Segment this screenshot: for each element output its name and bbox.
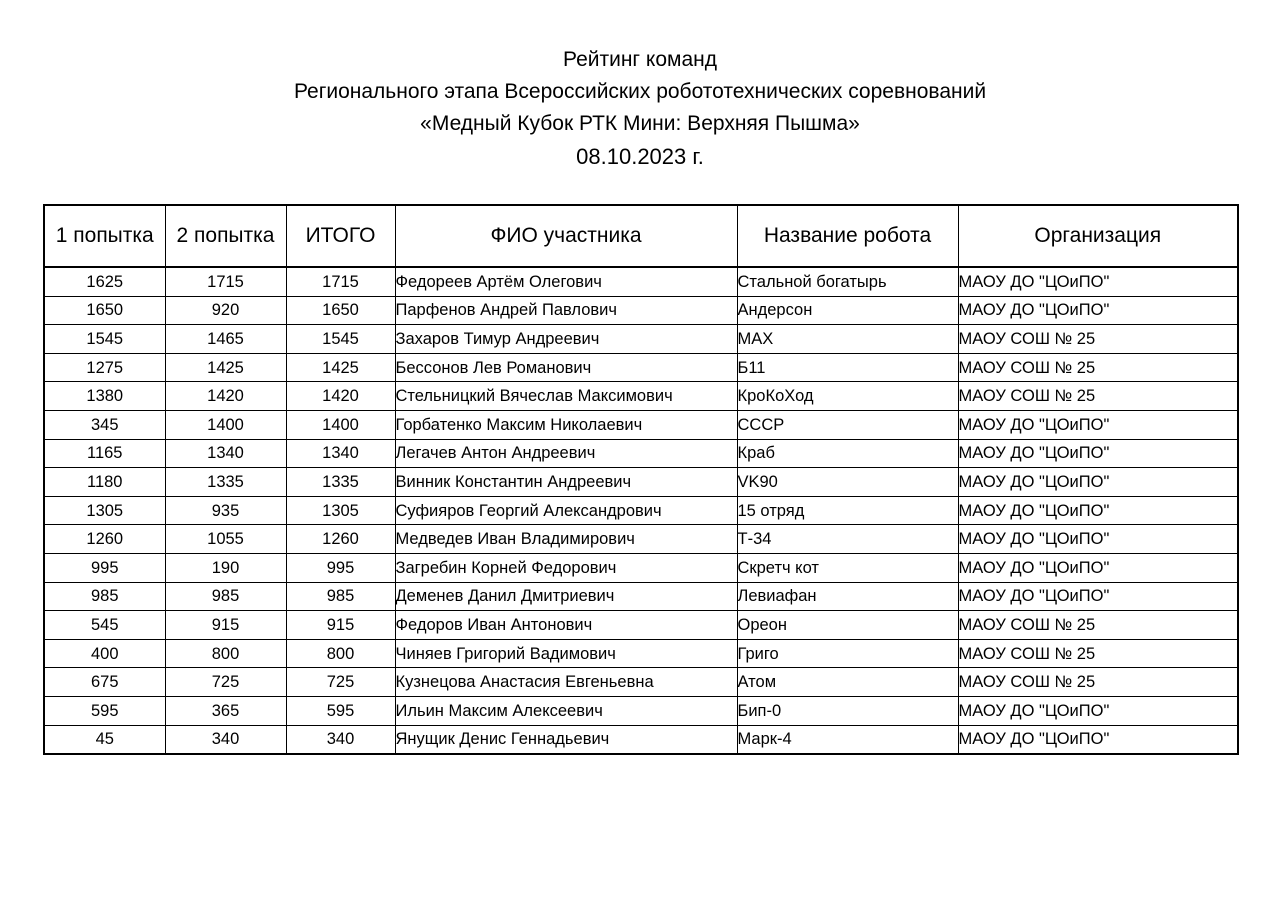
participant-name-cell: Деменев Данил Дмитриевич bbox=[395, 582, 737, 611]
attempt-1-cell: 1180 bbox=[44, 468, 165, 497]
robot-name-cell: Левиафан bbox=[737, 582, 958, 611]
title-date: 08.10.2023 г. bbox=[576, 144, 704, 169]
attempt-2-cell: 1055 bbox=[165, 525, 286, 554]
participant-name-cell: Федоров Иван Антонович bbox=[395, 611, 737, 640]
total-cell: 340 bbox=[286, 725, 395, 754]
organization-cell: МАОУ ДО "ЦОиПО" bbox=[958, 468, 1238, 497]
attempt-1-cell: 995 bbox=[44, 553, 165, 582]
table-row bbox=[44, 553, 1238, 582]
total-cell: 1340 bbox=[286, 439, 395, 468]
organization-cell: МАОУ ДО "ЦОиПО" bbox=[958, 496, 1238, 525]
attempt-1-cell: 675 bbox=[44, 668, 165, 697]
participant-name-cell: Янущик Денис Геннадьевич bbox=[395, 725, 737, 754]
participant-name-cell: Загребин Корней Федорович bbox=[395, 553, 737, 582]
column-header-attempt-2: 2 попытка bbox=[165, 205, 286, 267]
participant-name-cell: Парфенов Андрей Павлович bbox=[395, 296, 737, 325]
total-cell: 725 bbox=[286, 668, 395, 697]
attempt-1-cell: 345 bbox=[44, 410, 165, 439]
robot-name-cell: Атом bbox=[737, 668, 958, 697]
attempt-1-cell: 1380 bbox=[44, 382, 165, 411]
participant-name-cell: Чиняев Григорий Вадимович bbox=[395, 639, 737, 668]
organization-cell: МАОУ ДО "ЦОиПО" bbox=[958, 725, 1238, 754]
column-header-participant: ФИО участника bbox=[395, 205, 737, 267]
total-cell: 1650 bbox=[286, 296, 395, 325]
robot-name-cell: СССР bbox=[737, 410, 958, 439]
total-cell: 1420 bbox=[286, 382, 395, 411]
document-title bbox=[0, 44, 1280, 174]
attempt-1-cell: 595 bbox=[44, 696, 165, 725]
attempt-2-cell: 340 bbox=[165, 725, 286, 754]
table-row bbox=[44, 582, 1238, 611]
total-cell: 1400 bbox=[286, 410, 395, 439]
total-cell: 800 bbox=[286, 639, 395, 668]
robot-name-cell: Григо bbox=[737, 639, 958, 668]
participant-name-cell: Стельницкий Вячеслав Максимович bbox=[395, 382, 737, 411]
total-cell: 1335 bbox=[286, 468, 395, 497]
total-cell: 985 bbox=[286, 582, 395, 611]
table-row bbox=[44, 353, 1238, 382]
participant-name-cell: Бессонов Лев Романович bbox=[395, 353, 737, 382]
total-cell: 1260 bbox=[286, 525, 395, 554]
header-row bbox=[44, 205, 1238, 267]
participant-name-cell: Легачев Антон Андреевич bbox=[395, 439, 737, 468]
robot-name-cell: КроКоХод bbox=[737, 382, 958, 411]
table-row bbox=[44, 639, 1238, 668]
organization-cell: МАОУ СОШ № 25 bbox=[958, 639, 1238, 668]
attempt-1-cell: 545 bbox=[44, 611, 165, 640]
total-cell: 995 bbox=[286, 553, 395, 582]
title-line-2: Регионального этапа Всероссийских робототехнических соревнований bbox=[293, 80, 987, 103]
organization-cell: МАОУ ДО "ЦОиПО" bbox=[958, 582, 1238, 611]
robot-name-cell: Б11 bbox=[737, 353, 958, 382]
table-row bbox=[44, 611, 1238, 640]
robot-name-cell: Ореон bbox=[737, 611, 958, 640]
participant-name-cell: Федореев Артём Олегович bbox=[395, 267, 737, 296]
attempt-2-cell: 1420 bbox=[165, 382, 286, 411]
robot-name-cell: Бип-0 bbox=[737, 696, 958, 725]
attempt-2-cell: 985 bbox=[165, 582, 286, 611]
organization-cell: МАОУ СОШ № 25 bbox=[958, 382, 1238, 411]
total-cell: 1305 bbox=[286, 496, 395, 525]
organization-cell: МАОУ ДО "ЦОиПО" bbox=[958, 439, 1238, 468]
participant-name-cell: Винник Константин Андреевич bbox=[395, 468, 737, 497]
robot-name-cell: MAX bbox=[737, 325, 958, 354]
table-row bbox=[44, 296, 1238, 325]
organization-cell: МАОУ ДО "ЦОиПО" bbox=[958, 553, 1238, 582]
table-row bbox=[44, 325, 1238, 354]
table-row bbox=[44, 525, 1238, 554]
attempt-2-cell: 190 bbox=[165, 553, 286, 582]
table-row bbox=[44, 410, 1238, 439]
attempt-2-cell: 1335 bbox=[165, 468, 286, 497]
table-row bbox=[44, 696, 1238, 725]
column-header-attempt-1: 1 попытка bbox=[44, 205, 165, 267]
attempt-1-cell: 45 bbox=[44, 725, 165, 754]
attempt-1-cell: 400 bbox=[44, 639, 165, 668]
organization-cell: МАОУ СОШ № 25 bbox=[958, 325, 1238, 354]
attempt-1-cell: 985 bbox=[44, 582, 165, 611]
robot-name-cell: Т-34 bbox=[737, 525, 958, 554]
attempt-2-cell: 1425 bbox=[165, 353, 286, 382]
title-line-3: «Медный Кубок РТК Мини: Верхняя Пышма» bbox=[420, 112, 860, 135]
participant-name-cell: Медведев Иван Владимирович bbox=[395, 525, 737, 554]
attempt-2-cell: 1400 bbox=[165, 410, 286, 439]
robot-name-cell: Стальной богатырь bbox=[737, 267, 958, 296]
robot-name-cell: Андерсон bbox=[737, 296, 958, 325]
table-row bbox=[44, 382, 1238, 411]
total-cell: 595 bbox=[286, 696, 395, 725]
attempt-2-cell: 800 bbox=[165, 639, 286, 668]
attempt-1-cell: 1275 bbox=[44, 353, 165, 382]
table-row bbox=[44, 668, 1238, 697]
table-row bbox=[44, 496, 1238, 525]
organization-cell: МАОУ ДО "ЦОиПО" bbox=[958, 696, 1238, 725]
total-cell: 1715 bbox=[286, 267, 395, 296]
table-row bbox=[44, 468, 1238, 497]
table-row bbox=[44, 267, 1238, 296]
total-cell: 1425 bbox=[286, 353, 395, 382]
organization-cell: МАОУ ДО "ЦОиПО" bbox=[958, 410, 1238, 439]
robot-name-cell: 15 отряд bbox=[737, 496, 958, 525]
participant-name-cell: Горбатенко Максим Николаевич bbox=[395, 410, 737, 439]
total-cell: 1545 bbox=[286, 325, 395, 354]
organization-cell: МАОУ СОШ № 25 bbox=[958, 353, 1238, 382]
attempt-1-cell: 1260 bbox=[44, 525, 165, 554]
participant-name-cell: Захаров Тимур Андреевич bbox=[395, 325, 737, 354]
attempt-1-cell: 1165 bbox=[44, 439, 165, 468]
attempt-2-cell: 915 bbox=[165, 611, 286, 640]
participant-name-cell: Ильин Максим Алексеевич bbox=[395, 696, 737, 725]
robot-name-cell: Марк-4 bbox=[737, 725, 958, 754]
rating-table-header bbox=[44, 205, 1238, 267]
attempt-2-cell: 920 bbox=[165, 296, 286, 325]
organization-cell: МАОУ ДО "ЦОиПО" bbox=[958, 267, 1238, 296]
table-row bbox=[44, 725, 1238, 754]
attempt-1-cell: 1625 bbox=[44, 267, 165, 296]
rating-table bbox=[43, 204, 1239, 755]
attempt-2-cell: 725 bbox=[165, 668, 286, 697]
attempt-2-cell: 1340 bbox=[165, 439, 286, 468]
participant-name-cell: Кузнецова Анастасия Евгеньевна bbox=[395, 668, 737, 697]
column-header-robot: Название робота bbox=[737, 205, 958, 267]
attempt-1-cell: 1305 bbox=[44, 496, 165, 525]
attempt-2-cell: 1715 bbox=[165, 267, 286, 296]
column-header-organization: Организация bbox=[958, 205, 1238, 267]
organization-cell: МАОУ СОШ № 25 bbox=[958, 668, 1238, 697]
attempt-2-cell: 365 bbox=[165, 696, 286, 725]
attempt-2-cell: 935 bbox=[165, 496, 286, 525]
attempt-1-cell: 1545 bbox=[44, 325, 165, 354]
organization-cell: МАОУ ДО "ЦОиПО" bbox=[958, 525, 1238, 554]
table-row bbox=[44, 439, 1238, 468]
robot-name-cell: Скретч кот bbox=[737, 553, 958, 582]
organization-cell: МАОУ СОШ № 25 bbox=[958, 611, 1238, 640]
title-line-1: Рейтинг команд bbox=[562, 48, 717, 71]
organization-cell: МАОУ ДО "ЦОиПО" bbox=[958, 296, 1238, 325]
attempt-1-cell: 1650 bbox=[44, 296, 165, 325]
participant-name-cell: Суфияров Георгий Александрович bbox=[395, 496, 737, 525]
robot-name-cell: VK90 bbox=[737, 468, 958, 497]
attempt-2-cell: 1465 bbox=[165, 325, 286, 354]
total-cell: 915 bbox=[286, 611, 395, 640]
column-header-total: ИТОГО bbox=[286, 205, 395, 267]
rating-table-body bbox=[44, 267, 1238, 754]
robot-name-cell: Краб bbox=[737, 439, 958, 468]
